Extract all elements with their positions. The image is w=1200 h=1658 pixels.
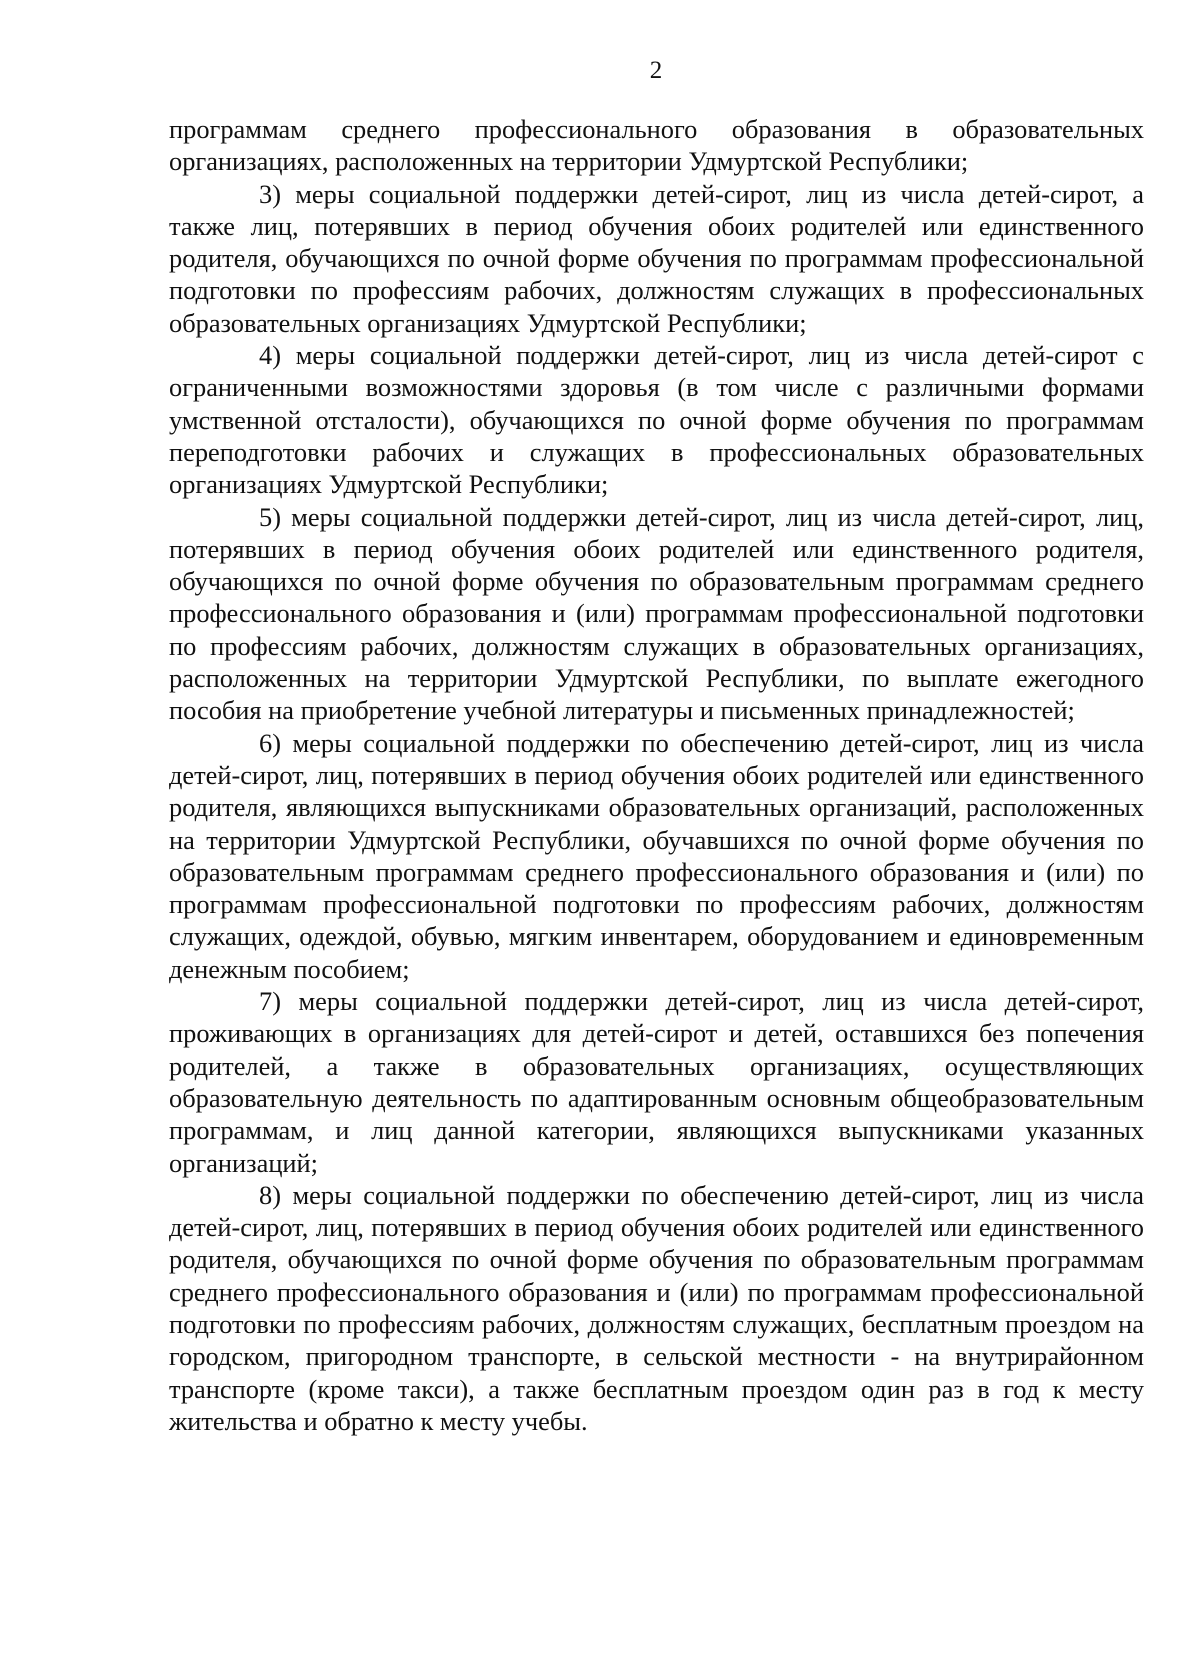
paragraph-continuation: программам среднего профессионального образования в образовательных организациях, расположенных на территории Удмуртской Республики; [169,114,1144,177]
paragraph-item-8: 8) меры социальной поддержки по обеспечению детей-сирот, лиц из числа детей-сирот, лиц, потерявших в период обучения обоих родителей или единственного родителя, обучающихся по очной форме обучения по образовательным программам среднего профессионального образования и (или) по программам профессиональной подготовки по профессиям рабочих, должностям служащих, бесплатным проездом на городском, пригородном транспорте, в сельской местности - на внутрирайонном транспорте (кроме такси), а также бесплатным проездом один раз в год к месту жительства и обратно к месту учебы. [169,1179,1144,1436]
page-number: 2 [649,57,663,84]
document-body [169,113,1144,1437]
paragraph-item-7: 7) меры социальной поддержки детей-сирот, лиц из числа детей-сирот, проживающих в организациях для детей-сирот и детей, оставшихся без попечения родителей, а также в образовательных организациях, осуществляющих образовательную деятельность по адаптированным основным общеобразовательным программам, и лиц данной категории, являющихся выпускниками указанных организаций; [169,986,1144,1178]
paragraph-item-4: 4) меры социальной поддержки детей-сирот, лиц из числа детей-сирот с ограниченными возможностями здоровья (в том числе с различными формами умственной отсталости), обучающихся по очной форме обучения по программам переподготовки рабочих и служащих в профессиональных образовательных организациях Удмуртской Республики; [169,340,1144,500]
paragraph-item-3: 3) меры социальной поддержки детей-сирот, лиц из числа детей-сирот, а также лиц, потерявших в период обучения обоих родителей или единственного родителя, обучающихся по очной форме обучения по программам профессиональной подготовки по профессиям рабочих, должностям служащих в профессиональных образовательных организациях Удмуртской Республики; [169,178,1144,338]
paragraph-item-5: 5) меры социальной поддержки детей-сирот, лиц из числа детей-сирот, лиц, потерявших в период обучения обоих родителей или единственного родителя, обучающихся по очной форме обучения по образовательным программам среднего профессионального образования и (или) программам профессиональной подготовки по профессиям рабочих, должностям служащих в образовательных организациях, расположенных на территории Удмуртской Республики, по выплате ежегодного пособия на приобретение учебной литературы и письменных принадлежностей; [169,501,1144,726]
paragraph-item-6: 6) меры социальной поддержки по обеспечению детей-сирот, лиц из числа детей-сирот, лиц, потерявших в период обучения обоих родителей или единственного родителя, являющихся выпускниками образовательных организаций, расположенных на территории Удмуртской Республики, обучавшихся по очной форме обучения по образовательным программам среднего профессионального образования и (или) по программам профессиональной подготовки по профессиям рабочих, должностям служащих, одеждой, обувью, мягким инвентарем, оборудованием и единовременным денежным пособием; [169,727,1144,984]
